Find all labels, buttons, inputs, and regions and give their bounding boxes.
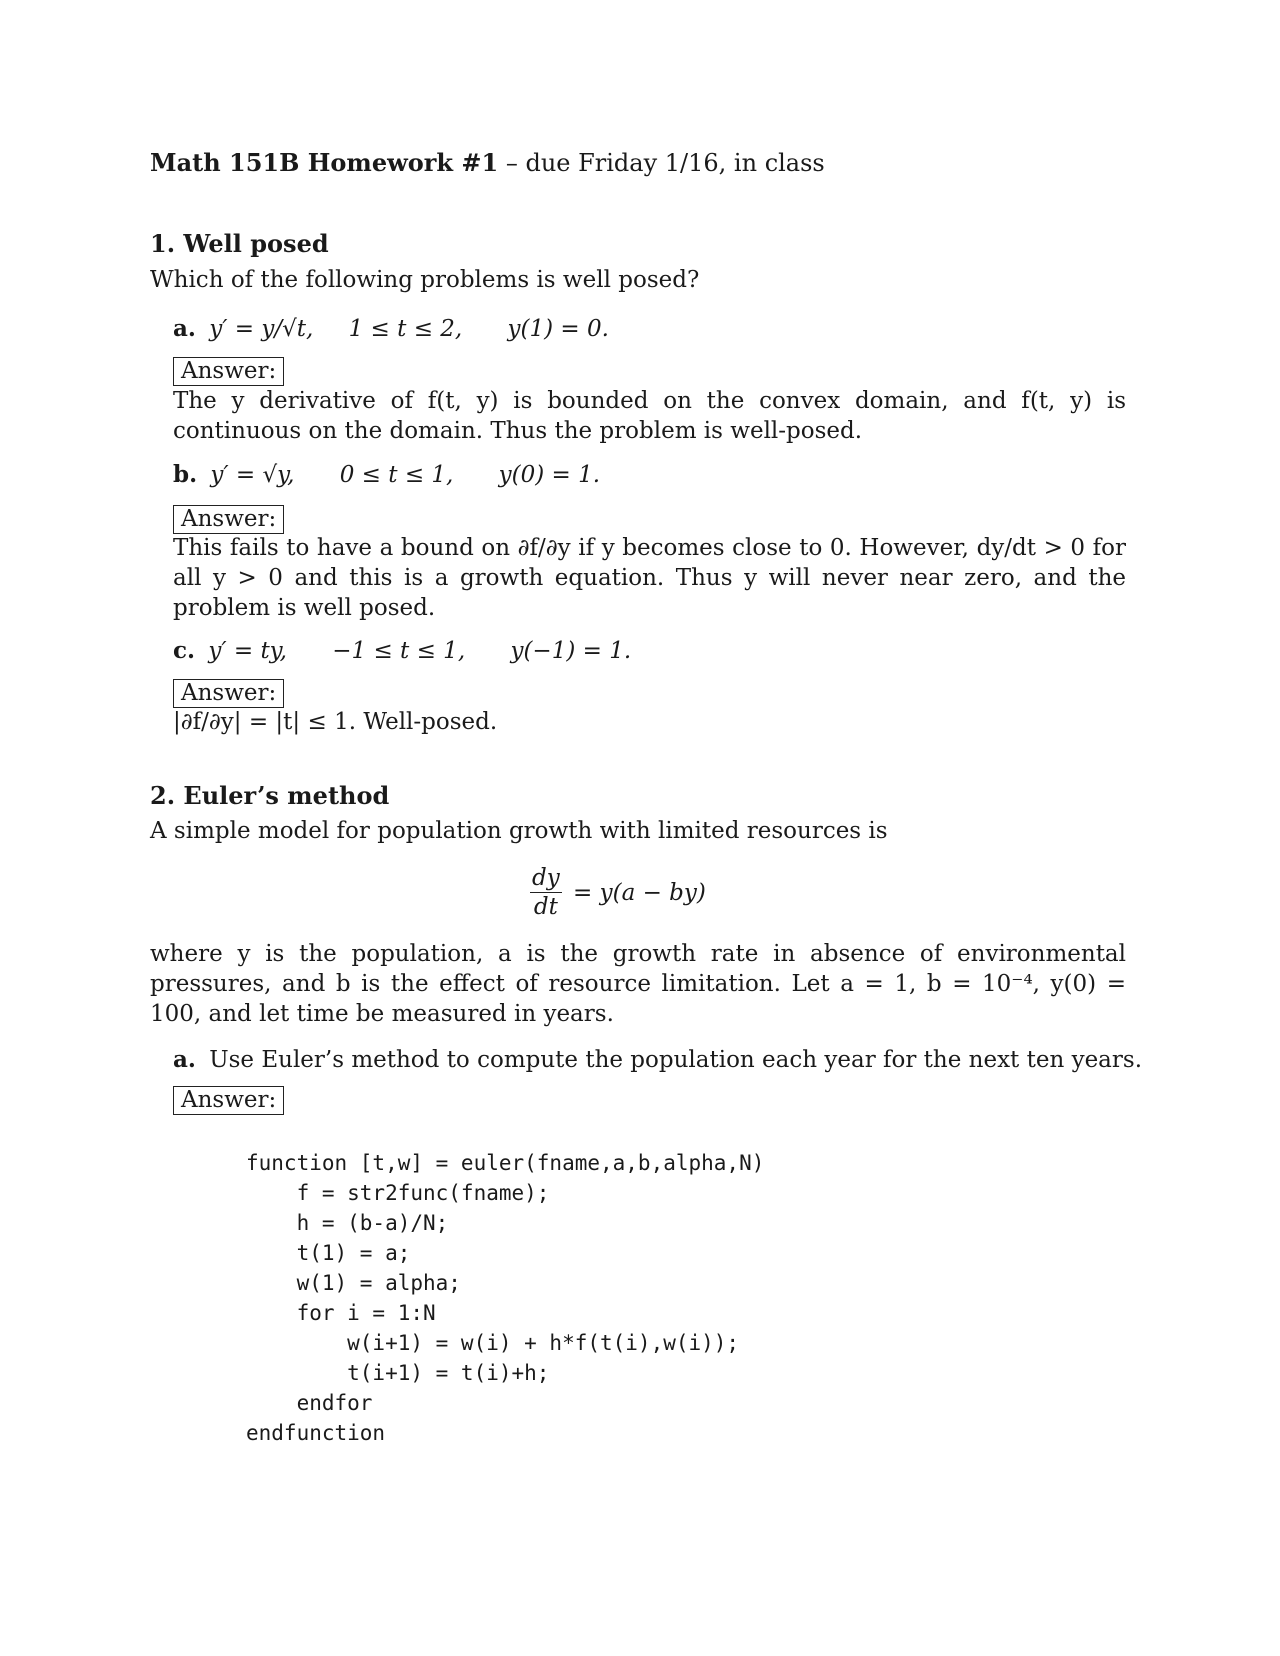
code-line: t(1) = a; xyxy=(246,1241,411,1265)
section-2-heading: 2. Euler’s method xyxy=(150,781,390,810)
answer-box-2a xyxy=(173,1086,284,1115)
code-line: function [t,w] = euler(fname,a,b,alpha,N) xyxy=(246,1151,765,1175)
problem-b-equation: y′ = √y, xyxy=(210,462,295,488)
section-2-description: where y is the population, a is the growth rate in absence of environmental pressures, and b is the effect of resource limitation. Let a = 1, b = 10⁻⁴, y(0) = 100, and let time be measured in years. xyxy=(150,941,1126,1027)
display-equation xyxy=(530,864,706,921)
answer-label: Answer: xyxy=(173,1086,284,1115)
code-line: h = (b-a)/N; xyxy=(246,1211,449,1235)
problem-b-range: 0 ≤ t ≤ 1, xyxy=(339,462,454,488)
problem-c-label: c. xyxy=(173,637,196,664)
code-listing xyxy=(246,1148,764,1448)
problem-b-initial: y(0) = 1. xyxy=(498,462,601,488)
part-2a-label: a. xyxy=(173,1046,196,1073)
fraction-numerator: dy xyxy=(532,865,560,891)
code-line: f = str2func(fname); xyxy=(246,1181,550,1205)
problem-c-equation: y′ = ty, xyxy=(208,638,287,664)
code-line: w(1) = alpha; xyxy=(246,1271,461,1295)
answer-a-text: The y derivative of f(t, y) is bounded on the convex domain, and f(t, y) is continuous on the domain. Thus the problem is well-posed. xyxy=(173,388,1126,444)
answer-box-c xyxy=(173,679,284,708)
section-2-intro: A simple model for population growth with limited resources is xyxy=(150,818,888,844)
answer-box-a xyxy=(173,357,284,386)
code-line: for i = 1:N xyxy=(246,1301,436,1325)
code-line: t(i+1) = t(i)+h; xyxy=(246,1361,550,1385)
answer-label: Answer: xyxy=(173,679,284,708)
answer-label: Answer: xyxy=(173,357,284,386)
code-line: endfunction xyxy=(246,1421,386,1445)
answer-b-text: This fails to have a bound on ∂f/∂y if y becomes close to 0. However, dy/dt > 0 for all y > 0 and this is a growth equation. Thus y will never near zero, and the problem is well posed. xyxy=(173,535,1126,621)
problem-b xyxy=(173,461,600,488)
page-title xyxy=(150,148,825,177)
problem-a-equation: y′ = y/√t, xyxy=(209,316,314,342)
code-line: w(i+1) = w(i) + h*f(t(i),w(i)); xyxy=(246,1331,740,1355)
problem-b-label: b. xyxy=(173,461,198,488)
problem-c-initial: y(−1) = 1. xyxy=(510,638,632,664)
problem-a-label: a. xyxy=(173,315,196,342)
answer-box-b xyxy=(173,505,284,534)
code-line: endfor xyxy=(246,1391,373,1415)
answer-c-text: |∂f/∂y| = |t| ≤ 1. Well-posed. xyxy=(173,709,498,735)
derivative-fraction xyxy=(530,864,562,921)
part-2a xyxy=(173,1046,1142,1073)
problem-c xyxy=(173,637,631,664)
equation-rhs: = y(a − by) xyxy=(573,879,706,906)
fraction-denominator: dt xyxy=(533,894,558,920)
section-1-intro: Which of the following problems is well posed? xyxy=(150,267,700,293)
problem-c-range: −1 ≤ t ≤ 1, xyxy=(332,638,466,664)
section-1-heading: 1. Well posed xyxy=(150,229,329,258)
title-rest: – due Friday 1/16, in class xyxy=(498,149,825,177)
answer-label: Answer: xyxy=(173,505,284,534)
problem-a xyxy=(173,315,609,342)
title-bold: Math 151B Homework #1 xyxy=(150,148,499,177)
part-2a-text: Use Euler’s method to compute the population each year for the next ten years. xyxy=(209,1047,1143,1073)
problem-a-range: 1 ≤ t ≤ 2, xyxy=(348,316,463,342)
problem-a-initial: y(1) = 0. xyxy=(507,316,609,342)
